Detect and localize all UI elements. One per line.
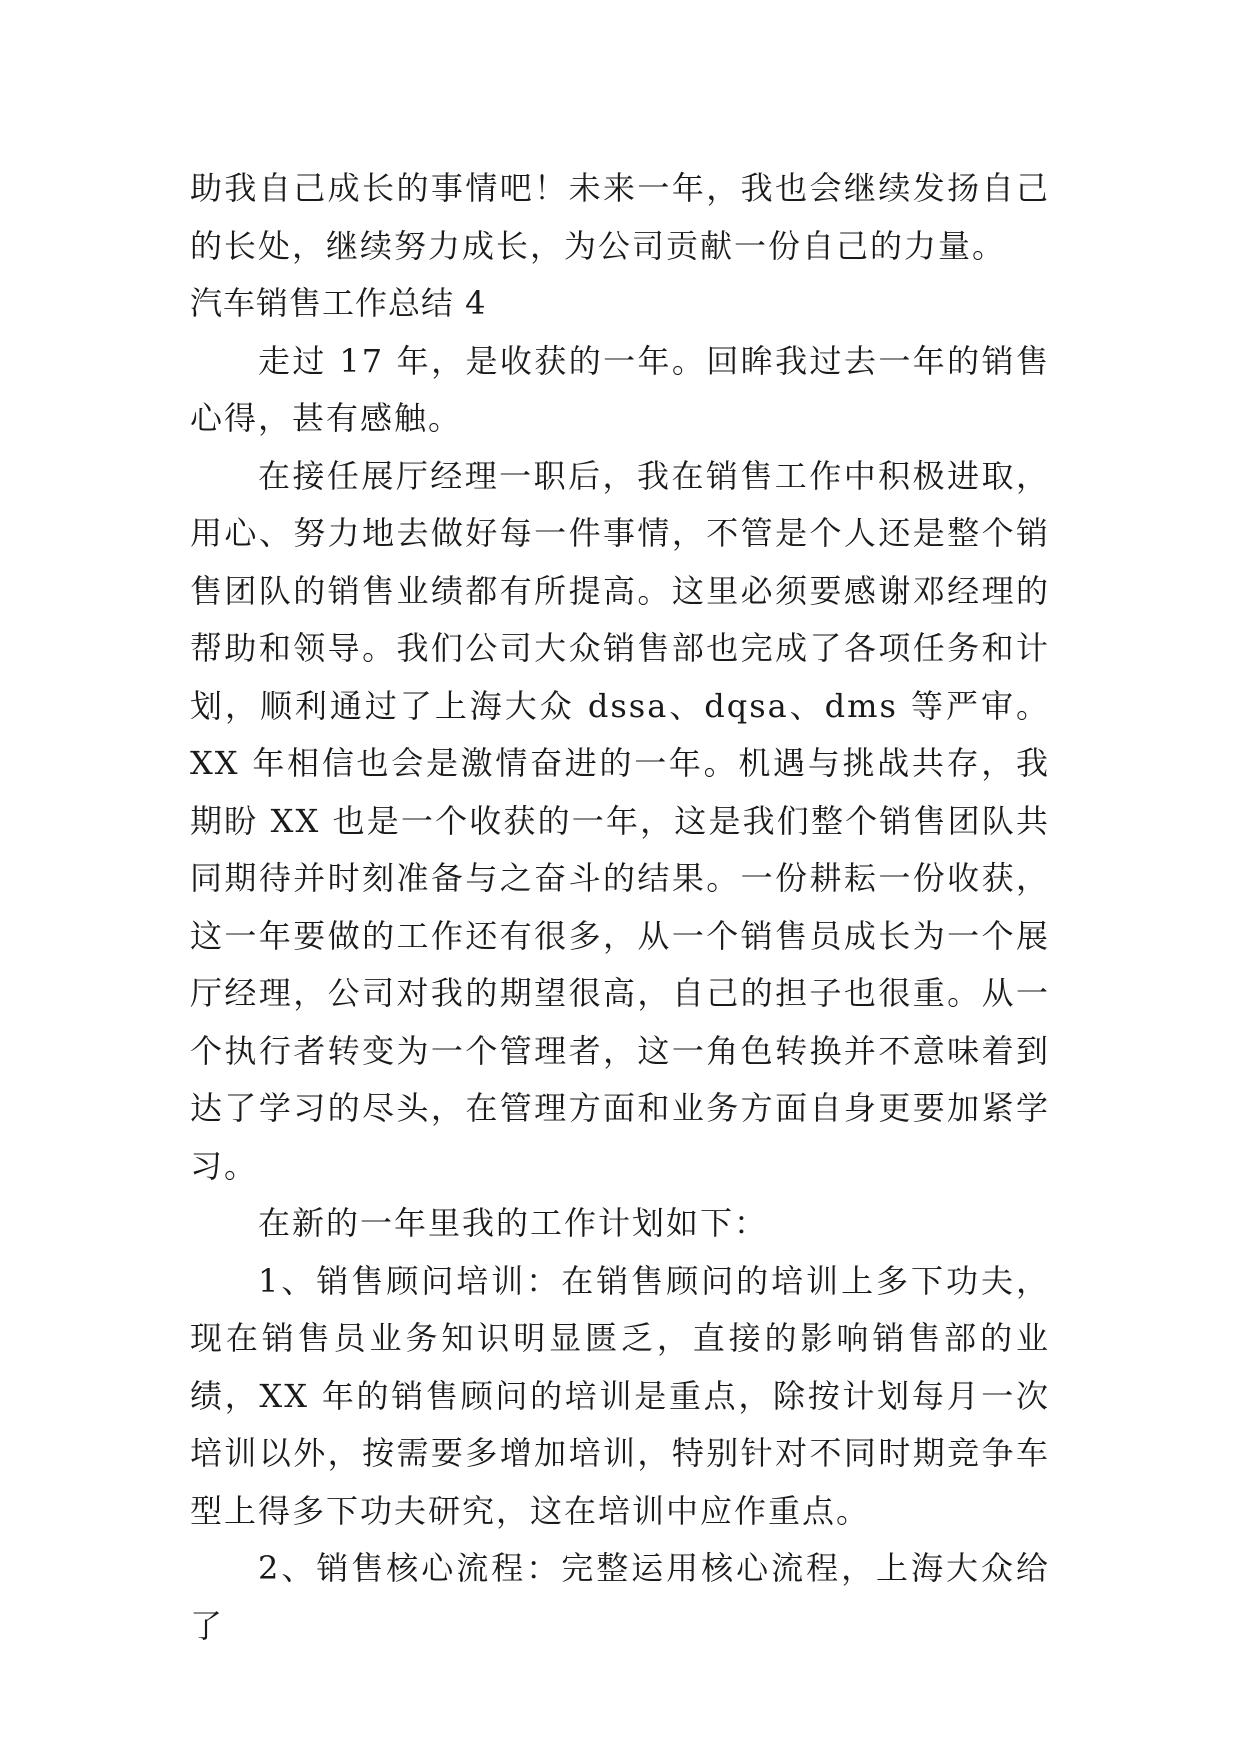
paragraph-plan-item-1: 1、销售顾问培训：在销售顾问的培训上多下功夫，现在销售员业务知识明显匮乏，直接的影响销售部的业绩，XX 年的销售顾问的培训是重点，除按计划每月一次培训以外，按需要多增加培训，特别针对不同时期竞争车型上得多下功夫研究，这在培训中应作重点。 [190, 1261, 1050, 1530]
paragraph-continuation: 助我自己成长的事情吧！未来一年，我也会继续发扬自己的长处，继续努力成长，为公司贡献一份自己的力量。 [190, 169, 1050, 265]
paragraph-intro: 走过 17 年，是收获的一年。回眸我过去一年的销售心得，甚有感触。 [190, 341, 1050, 437]
paragraph-plan-item-2: 2、销售核心流程：完整运用核心流程，上海大众给了 [190, 1549, 1050, 1645]
section-heading: 汽车销售工作总结 4 [190, 284, 487, 322]
document-body [190, 160, 1050, 1655]
paragraph-plan-intro: 在新的一年里我的工作计划如下： [258, 1204, 769, 1242]
paragraph-review: 在接任展厅经理一职后，我在销售工作中积极进取，用心、努力地去做好每一件事情，不管是个人还是整个销售团队的销售业绩都有所提高。这里必须要感谢邓经理的帮助和领导。我们公司大众销售部也完成了各项任务和计划，顺利通过了上海大众 dssa、dqsa、dms 等严审。XX 年相信也会是激情奋进的一年。机遇与挑战共存，我期盼 XX 也是一个收获的一年，这是我们整个销售团队共同期待并时刻准备与之奋斗的结果。一份耕耘一份收获，这一年要做的工作还有很多，从一个销售员成长为一个展厅经理，公司对我的期望很高，自己的担子也很重。从一个执行者转变为一个管理者，这一角色转换并不意味着到达了学习的尽头，在管理方面和业务方面自身更要加紧学习。 [190, 456, 1050, 1185]
